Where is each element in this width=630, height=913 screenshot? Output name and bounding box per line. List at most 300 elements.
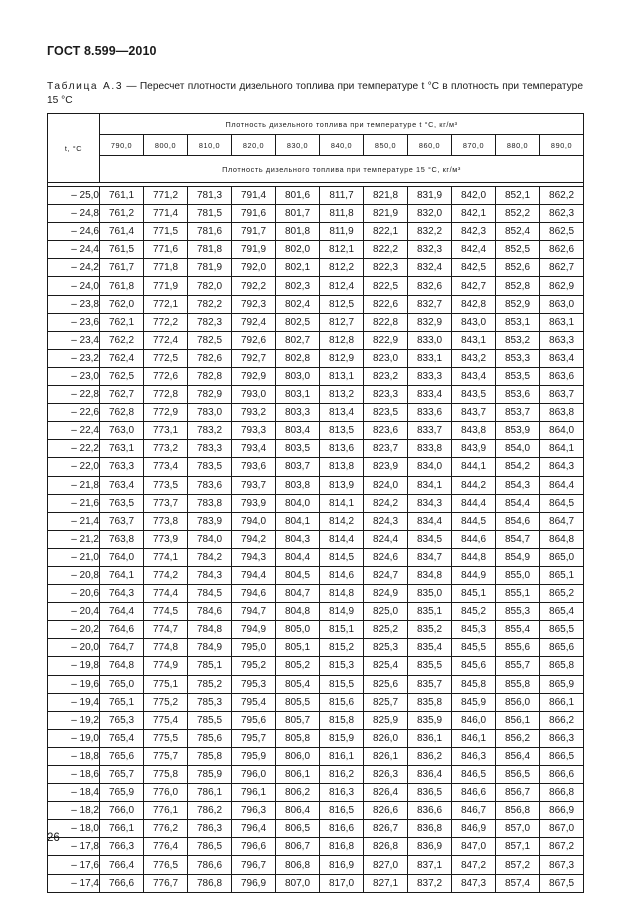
temperature-cell: – 19,8 xyxy=(48,657,100,675)
density-cell: 792,6 xyxy=(232,331,276,349)
density-cell: 793,9 xyxy=(232,494,276,512)
density-cell: 842,0 xyxy=(452,187,496,205)
table-row xyxy=(48,331,584,349)
density-cell: 781,5 xyxy=(188,205,232,223)
density-cell: 803,5 xyxy=(276,440,320,458)
density-cell: 856,8 xyxy=(496,802,540,820)
density-cell: 844,2 xyxy=(452,476,496,494)
density-cell: 831,9 xyxy=(408,187,452,205)
density-cell: 763,4 xyxy=(100,476,144,494)
density-cell: 815,3 xyxy=(320,657,364,675)
temperature-cell: – 21,2 xyxy=(48,530,100,548)
density-cell: 843,8 xyxy=(452,422,496,440)
density-cell: 822,3 xyxy=(364,259,408,277)
density-cell: 834,3 xyxy=(408,494,452,512)
density-cell: 854,4 xyxy=(496,494,540,512)
density-cell: 764,0 xyxy=(100,548,144,566)
temperature-cell: – 23,2 xyxy=(48,349,100,367)
density-cell: 771,8 xyxy=(144,259,188,277)
density-cell: 812,1 xyxy=(320,241,364,259)
density-cell: 796,3 xyxy=(232,802,276,820)
density-cell: 846,1 xyxy=(452,729,496,747)
temperature-cell: – 22,8 xyxy=(48,386,100,404)
density-cell: 825,4 xyxy=(364,657,408,675)
table-row xyxy=(48,657,584,675)
table-row xyxy=(48,585,584,603)
table-row xyxy=(48,566,584,584)
density-cell: 825,7 xyxy=(364,693,408,711)
density-cell: 832,4 xyxy=(408,259,452,277)
density-cell: 845,6 xyxy=(452,657,496,675)
density-cell: 796,0 xyxy=(232,766,276,784)
density-cell: 864,8 xyxy=(540,530,584,548)
density-cell: 835,0 xyxy=(408,585,452,603)
density-cell: 866,2 xyxy=(540,711,584,729)
density-cell: 825,2 xyxy=(364,621,408,639)
density-cell: 856,1 xyxy=(496,711,540,729)
density-cell: 863,6 xyxy=(540,367,584,385)
density-cell: 835,8 xyxy=(408,693,452,711)
density-cell: 842,3 xyxy=(452,223,496,241)
density-cell: 762,4 xyxy=(100,349,144,367)
temperature-cell: – 23,6 xyxy=(48,313,100,331)
density-cell: 847,3 xyxy=(452,874,496,892)
density-cell: 852,8 xyxy=(496,277,540,295)
column-header: 800,0 xyxy=(144,135,188,156)
density-cell: 866,8 xyxy=(540,784,584,802)
density-cell: 776,7 xyxy=(144,874,188,892)
table-row xyxy=(48,241,584,259)
density-cell: 822,2 xyxy=(364,241,408,259)
density-cell: 773,5 xyxy=(144,476,188,494)
density-cell: 827,0 xyxy=(364,856,408,874)
density-cell: 786,1 xyxy=(188,784,232,802)
density-cell: 826,6 xyxy=(364,802,408,820)
density-cell: 853,6 xyxy=(496,386,540,404)
density-cell: 863,8 xyxy=(540,404,584,422)
density-cell: 804,7 xyxy=(276,585,320,603)
density-cell: 771,6 xyxy=(144,241,188,259)
density-cell: 845,1 xyxy=(452,585,496,603)
density-cell: 783,8 xyxy=(188,494,232,512)
density-cell: 826,4 xyxy=(364,784,408,802)
density-cell: 853,2 xyxy=(496,331,540,349)
density-cell: 836,4 xyxy=(408,766,452,784)
density-cell: 825,3 xyxy=(364,639,408,657)
density-cell: 852,6 xyxy=(496,259,540,277)
density-cell: 853,5 xyxy=(496,367,540,385)
density-cell: 785,5 xyxy=(188,711,232,729)
density-cell: 854,3 xyxy=(496,476,540,494)
density-cell: 763,8 xyxy=(100,530,144,548)
table-row xyxy=(48,603,584,621)
density-cell: 784,5 xyxy=(188,585,232,603)
density-cell: 774,9 xyxy=(144,657,188,675)
density-cell: 776,0 xyxy=(144,784,188,802)
table-row xyxy=(48,223,584,241)
density-cell: 864,3 xyxy=(540,458,584,476)
density-cell: 794,7 xyxy=(232,603,276,621)
temperature-cell: – 18,0 xyxy=(48,820,100,838)
density-cell: 765,1 xyxy=(100,693,144,711)
density-cell: 772,5 xyxy=(144,349,188,367)
density-cell: 821,8 xyxy=(364,187,408,205)
density-cell: 842,8 xyxy=(452,295,496,313)
density-cell: 782,8 xyxy=(188,367,232,385)
density-cell: 772,9 xyxy=(144,404,188,422)
density-cell: 783,5 xyxy=(188,458,232,476)
density-cell: 836,2 xyxy=(408,747,452,765)
density-cell: 865,8 xyxy=(540,657,584,675)
density-cell: 806,2 xyxy=(276,784,320,802)
temperature-cell: – 24,4 xyxy=(48,241,100,259)
density-cell: 771,2 xyxy=(144,187,188,205)
density-cell: 761,2 xyxy=(100,205,144,223)
density-cell: 792,0 xyxy=(232,259,276,277)
density-cell: 785,6 xyxy=(188,729,232,747)
density-cell: 804,1 xyxy=(276,512,320,530)
density-cell: 847,2 xyxy=(452,856,496,874)
density-cell: 792,3 xyxy=(232,295,276,313)
density-cell: 834,5 xyxy=(408,530,452,548)
temperature-cell: – 19,6 xyxy=(48,675,100,693)
density-cell: 794,4 xyxy=(232,566,276,584)
density-cell: 802,0 xyxy=(276,241,320,259)
density-cell: 771,9 xyxy=(144,277,188,295)
density-cell: 804,5 xyxy=(276,566,320,584)
table-row xyxy=(48,494,584,512)
density-cell: 863,4 xyxy=(540,349,584,367)
density-cell: 804,4 xyxy=(276,548,320,566)
density-cell: 823,5 xyxy=(364,404,408,422)
density-cell: 794,2 xyxy=(232,530,276,548)
table-row xyxy=(48,729,584,747)
density-cell: 855,1 xyxy=(496,585,540,603)
density-cell: 785,2 xyxy=(188,675,232,693)
density-cell: 773,1 xyxy=(144,422,188,440)
density-cell: 765,3 xyxy=(100,711,144,729)
density-cell: 812,5 xyxy=(320,295,364,313)
density-cell: 805,0 xyxy=(276,621,320,639)
density-cell: 837,1 xyxy=(408,856,452,874)
density-cell: 816,5 xyxy=(320,802,364,820)
density-cell: 825,0 xyxy=(364,603,408,621)
density-cell: 773,7 xyxy=(144,494,188,512)
density-cell: 821,9 xyxy=(364,205,408,223)
table-row xyxy=(48,277,584,295)
density-cell: 776,5 xyxy=(144,856,188,874)
density-cell: 806,8 xyxy=(276,856,320,874)
density-cell: 763,0 xyxy=(100,422,144,440)
density-cell: 864,4 xyxy=(540,476,584,494)
density-cell: 843,5 xyxy=(452,386,496,404)
density-cell: 762,8 xyxy=(100,404,144,422)
density-cell: 775,4 xyxy=(144,711,188,729)
temperature-cell: – 19,2 xyxy=(48,711,100,729)
table-row xyxy=(48,856,584,874)
density-cell: 833,7 xyxy=(408,422,452,440)
density-cell: 794,0 xyxy=(232,512,276,530)
temperature-cell: – 22,2 xyxy=(48,440,100,458)
density-cell: 794,3 xyxy=(232,548,276,566)
density-cell: 816,6 xyxy=(320,820,364,838)
density-cell: 844,4 xyxy=(452,494,496,512)
density-cell: 794,9 xyxy=(232,621,276,639)
density-cell: 793,0 xyxy=(232,386,276,404)
density-cell: 844,9 xyxy=(452,566,496,584)
density-cell: 814,4 xyxy=(320,530,364,548)
density-cell: 842,1 xyxy=(452,205,496,223)
density-cell: 795,9 xyxy=(232,747,276,765)
density-cell: 822,6 xyxy=(364,295,408,313)
density-cell: 762,5 xyxy=(100,367,144,385)
density-cell: 791,7 xyxy=(232,223,276,241)
density-cell: 832,3 xyxy=(408,241,452,259)
density-cell: 786,8 xyxy=(188,874,232,892)
density-cell: 783,9 xyxy=(188,512,232,530)
density-cell: 843,7 xyxy=(452,404,496,422)
density-cell: 823,3 xyxy=(364,386,408,404)
density-cell: 804,8 xyxy=(276,603,320,621)
density-cell: 791,6 xyxy=(232,205,276,223)
density-cell: 867,2 xyxy=(540,838,584,856)
density-cell: 854,7 xyxy=(496,530,540,548)
density-cell: 863,1 xyxy=(540,313,584,331)
density-cell: 806,4 xyxy=(276,802,320,820)
table-body xyxy=(48,183,584,893)
temperature-cell: – 21,6 xyxy=(48,494,100,512)
density-cell: 786,3 xyxy=(188,820,232,838)
density-cell: 843,2 xyxy=(452,349,496,367)
density-cell: 765,0 xyxy=(100,675,144,693)
temperature-cell: – 24,8 xyxy=(48,205,100,223)
table-header xyxy=(48,114,584,183)
density-cell: 842,7 xyxy=(452,277,496,295)
density-cell: 816,1 xyxy=(320,747,364,765)
density-cell: 783,6 xyxy=(188,476,232,494)
density-cell: 814,9 xyxy=(320,603,364,621)
density-cell: 862,3 xyxy=(540,205,584,223)
density-cell: 782,5 xyxy=(188,331,232,349)
density-cell: 802,5 xyxy=(276,313,320,331)
density-cell: 837,2 xyxy=(408,874,452,892)
density-cell: 786,2 xyxy=(188,802,232,820)
density-cell: 803,1 xyxy=(276,386,320,404)
density-cell: 776,1 xyxy=(144,802,188,820)
density-cell: 763,3 xyxy=(100,458,144,476)
table-row xyxy=(48,259,584,277)
density-cell: 836,9 xyxy=(408,838,452,856)
density-cell: 763,1 xyxy=(100,440,144,458)
density-cell: 795,2 xyxy=(232,657,276,675)
table-row xyxy=(48,367,584,385)
density-cell: 774,1 xyxy=(144,548,188,566)
density-cell: 856,4 xyxy=(496,747,540,765)
density-cell: 774,4 xyxy=(144,585,188,603)
density-cell: 826,0 xyxy=(364,729,408,747)
density-cell: 813,1 xyxy=(320,367,364,385)
density-cell: 862,9 xyxy=(540,277,584,295)
density-cell: 796,6 xyxy=(232,838,276,856)
column-header: 830,0 xyxy=(276,135,320,156)
density-cell: 842,5 xyxy=(452,259,496,277)
density-cell: 763,5 xyxy=(100,494,144,512)
density-cell: 795,4 xyxy=(232,693,276,711)
density-cell: 812,7 xyxy=(320,313,364,331)
density-cell: 811,8 xyxy=(320,205,364,223)
density-cell: 862,7 xyxy=(540,259,584,277)
table-row xyxy=(48,404,584,422)
density-cell: 855,7 xyxy=(496,657,540,675)
density-cell: 854,2 xyxy=(496,458,540,476)
density-cell: 866,1 xyxy=(540,693,584,711)
density-cell: 814,2 xyxy=(320,512,364,530)
density-cell: 791,4 xyxy=(232,187,276,205)
density-cell: 761,8 xyxy=(100,277,144,295)
header-density-at-t: Плотность дизельного топлива при температуре t °С, кг/м³ xyxy=(100,114,584,135)
density-cell: 814,1 xyxy=(320,494,364,512)
temperature-cell: – 21,8 xyxy=(48,476,100,494)
table-row xyxy=(48,838,584,856)
density-cell: 865,0 xyxy=(540,548,584,566)
density-cell: 813,6 xyxy=(320,440,364,458)
temperature-cell: – 22,4 xyxy=(48,422,100,440)
density-cell: 847,0 xyxy=(452,838,496,856)
density-cell: 816,3 xyxy=(320,784,364,802)
density-cell: 857,4 xyxy=(496,874,540,892)
document-code: ГОСТ 8.599—2010 xyxy=(47,44,157,58)
density-cell: 854,6 xyxy=(496,512,540,530)
density-cell: 844,8 xyxy=(452,548,496,566)
table-row xyxy=(48,766,584,784)
density-cell: 824,9 xyxy=(364,585,408,603)
density-cell: 771,5 xyxy=(144,223,188,241)
density-cell: 853,1 xyxy=(496,313,540,331)
column-header: 820,0 xyxy=(232,135,276,156)
density-cell: 843,1 xyxy=(452,331,496,349)
density-cell: 812,2 xyxy=(320,259,364,277)
density-cell: 856,7 xyxy=(496,784,540,802)
density-cell: 836,5 xyxy=(408,784,452,802)
density-cell: 802,7 xyxy=(276,331,320,349)
density-cell: 833,3 xyxy=(408,367,452,385)
density-cell: 855,3 xyxy=(496,603,540,621)
density-cell: 865,6 xyxy=(540,639,584,657)
density-cell: 813,9 xyxy=(320,476,364,494)
column-header: 890,0 xyxy=(540,135,584,156)
density-cell: 775,8 xyxy=(144,766,188,784)
density-cell: 764,4 xyxy=(100,603,144,621)
density-cell: 805,5 xyxy=(276,693,320,711)
density-cell: 836,6 xyxy=(408,802,452,820)
density-cell: 825,6 xyxy=(364,675,408,693)
density-cell: 826,3 xyxy=(364,766,408,784)
density-cell: 866,6 xyxy=(540,766,584,784)
density-cell: 863,0 xyxy=(540,295,584,313)
density-cell: 792,2 xyxy=(232,277,276,295)
table-row xyxy=(48,530,584,548)
density-cell: 784,6 xyxy=(188,603,232,621)
table-row xyxy=(48,548,584,566)
density-cell: 855,8 xyxy=(496,675,540,693)
density-cell: 803,4 xyxy=(276,422,320,440)
temperature-cell: – 20,0 xyxy=(48,639,100,657)
density-cell: 762,0 xyxy=(100,295,144,313)
density-cell: 785,1 xyxy=(188,657,232,675)
density-cell: 845,9 xyxy=(452,693,496,711)
density-cell: 766,4 xyxy=(100,856,144,874)
temperature-cell: – 17,6 xyxy=(48,856,100,874)
table-row xyxy=(48,747,584,765)
density-cell: 852,2 xyxy=(496,205,540,223)
density-cell: 763,7 xyxy=(100,512,144,530)
density-cell: 826,7 xyxy=(364,820,408,838)
density-cell: 804,0 xyxy=(276,494,320,512)
density-cell: 833,1 xyxy=(408,349,452,367)
density-cell: 832,2 xyxy=(408,223,452,241)
density-cell: 772,2 xyxy=(144,313,188,331)
table-row xyxy=(48,693,584,711)
density-cell: 761,5 xyxy=(100,241,144,259)
density-cell: 833,6 xyxy=(408,404,452,422)
temperature-cell: – 24,0 xyxy=(48,277,100,295)
density-cell: 806,7 xyxy=(276,838,320,856)
density-cell: 815,1 xyxy=(320,621,364,639)
density-cell: 852,1 xyxy=(496,187,540,205)
table-row xyxy=(48,802,584,820)
density-cell: 845,5 xyxy=(452,639,496,657)
density-cell: 845,2 xyxy=(452,603,496,621)
density-cell: 823,0 xyxy=(364,349,408,367)
density-cell: 813,4 xyxy=(320,404,364,422)
temperature-cell: – 21,4 xyxy=(48,512,100,530)
density-cell: 815,2 xyxy=(320,639,364,657)
density-cell: 856,2 xyxy=(496,729,540,747)
density-cell: 792,9 xyxy=(232,367,276,385)
temperature-cell: – 20,4 xyxy=(48,603,100,621)
density-cell: 816,8 xyxy=(320,838,364,856)
density-cell: 844,6 xyxy=(452,530,496,548)
column-header: 840,0 xyxy=(320,135,364,156)
density-cell: 784,2 xyxy=(188,548,232,566)
density-cell: 867,0 xyxy=(540,820,584,838)
density-cell: 796,9 xyxy=(232,874,276,892)
density-cell: 832,7 xyxy=(408,295,452,313)
density-cell: 857,0 xyxy=(496,820,540,838)
density-cell: 815,6 xyxy=(320,693,364,711)
density-cell: 801,8 xyxy=(276,223,320,241)
density-cell: 761,4 xyxy=(100,223,144,241)
density-cell: 796,1 xyxy=(232,784,276,802)
density-cell: 803,8 xyxy=(276,476,320,494)
density-cell: 813,8 xyxy=(320,458,364,476)
density-cell: 793,2 xyxy=(232,404,276,422)
density-cell: 773,8 xyxy=(144,512,188,530)
column-header: 880,0 xyxy=(496,135,540,156)
density-cell: 864,5 xyxy=(540,494,584,512)
density-cell: 834,7 xyxy=(408,548,452,566)
density-cell: 827,1 xyxy=(364,874,408,892)
density-cell: 802,1 xyxy=(276,259,320,277)
density-cell: 826,8 xyxy=(364,838,408,856)
table-row xyxy=(48,675,584,693)
density-cell: 774,8 xyxy=(144,639,188,657)
density-cell: 865,5 xyxy=(540,621,584,639)
density-cell: 781,3 xyxy=(188,187,232,205)
temperature-cell: – 22,0 xyxy=(48,458,100,476)
density-cell: 825,9 xyxy=(364,711,408,729)
table-row xyxy=(48,476,584,494)
